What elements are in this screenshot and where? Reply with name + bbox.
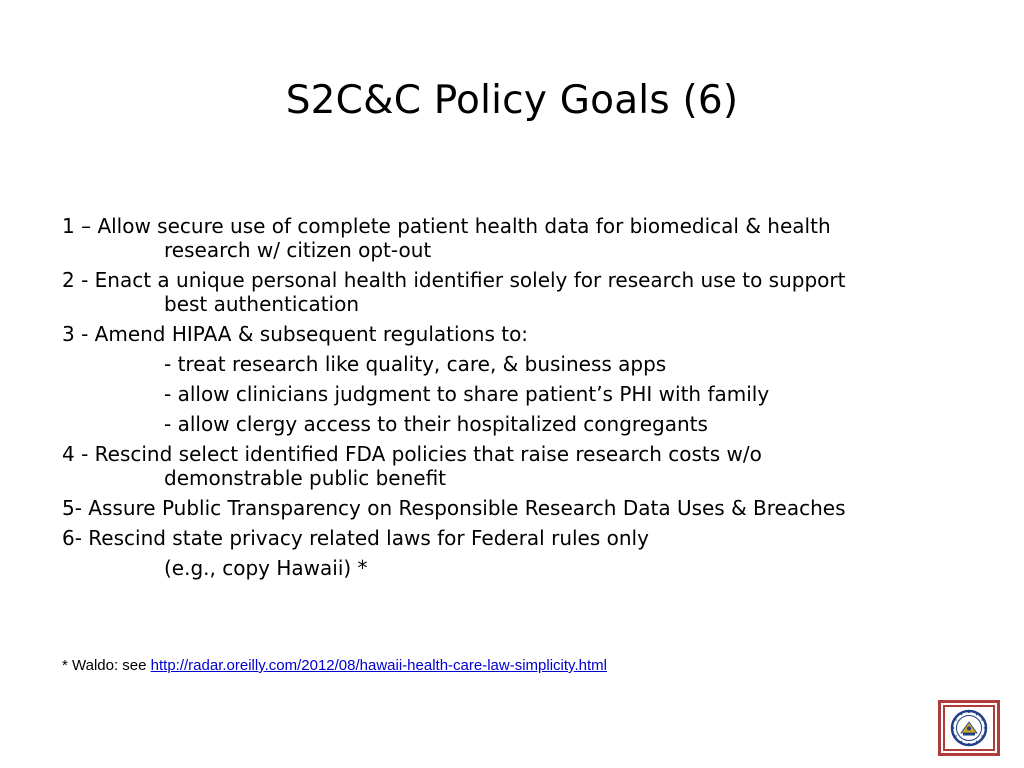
goal-item-6 bbox=[62, 526, 982, 550]
goal-item-3-sub-3: - allow clergy access to their hospitalized congregants bbox=[164, 412, 708, 436]
goal-item-3-sub-2: - allow clinicians judgment to share patient’s PHI with family bbox=[164, 382, 770, 406]
goal-item-4-line1: 4 - Rescind select identified FDA policies that raise research costs w/o bbox=[62, 442, 762, 466]
university-logo bbox=[938, 700, 1000, 756]
footnote-prefix: * Waldo: see bbox=[62, 657, 151, 674]
goal-item-5-line1: 5- Assure Public Transparency on Responsible Research Data Uses & Breaches bbox=[62, 496, 846, 520]
goal-item-2-line1: 2 - Enact a unique personal health identifier solely for research use to support bbox=[62, 268, 846, 292]
goal-item-6-sub-1: (e.g., copy Hawaii) * bbox=[164, 556, 368, 580]
goal-item-4-line2: demonstrable public benefit bbox=[164, 466, 447, 490]
goal-item-3 bbox=[62, 322, 982, 346]
goal-item-5 bbox=[62, 496, 982, 520]
university-seal-icon bbox=[950, 709, 988, 747]
goal-item-2 bbox=[62, 268, 982, 316]
goal-item-3-line1: 3 - Amend HIPAA & subsequent regulations to: bbox=[62, 322, 529, 346]
goal-item-6-line1: 6- Rescind state privacy related laws for Federal rules only bbox=[62, 526, 649, 550]
goal-item-3-sub-1: - treat research like quality, care, & business apps bbox=[164, 352, 667, 376]
goal-item-2-line2: best authentication bbox=[164, 292, 360, 316]
goal-item-4 bbox=[62, 442, 982, 490]
slide-body bbox=[62, 214, 982, 580]
goal-item-1-line2: research w/ citizen opt-out bbox=[164, 238, 432, 262]
footnote bbox=[62, 657, 607, 674]
slide-title: S2C&C Policy Goals (6) bbox=[285, 78, 739, 123]
footnote-link[interactable]: http://radar.oreilly.com/2012/08/hawaii-health-care-law-simplicity.html bbox=[150, 657, 607, 674]
goal-item-1-line1: 1 – Allow secure use of complete patient health data for biomedical & health bbox=[62, 214, 831, 238]
goal-item-1 bbox=[62, 214, 982, 262]
